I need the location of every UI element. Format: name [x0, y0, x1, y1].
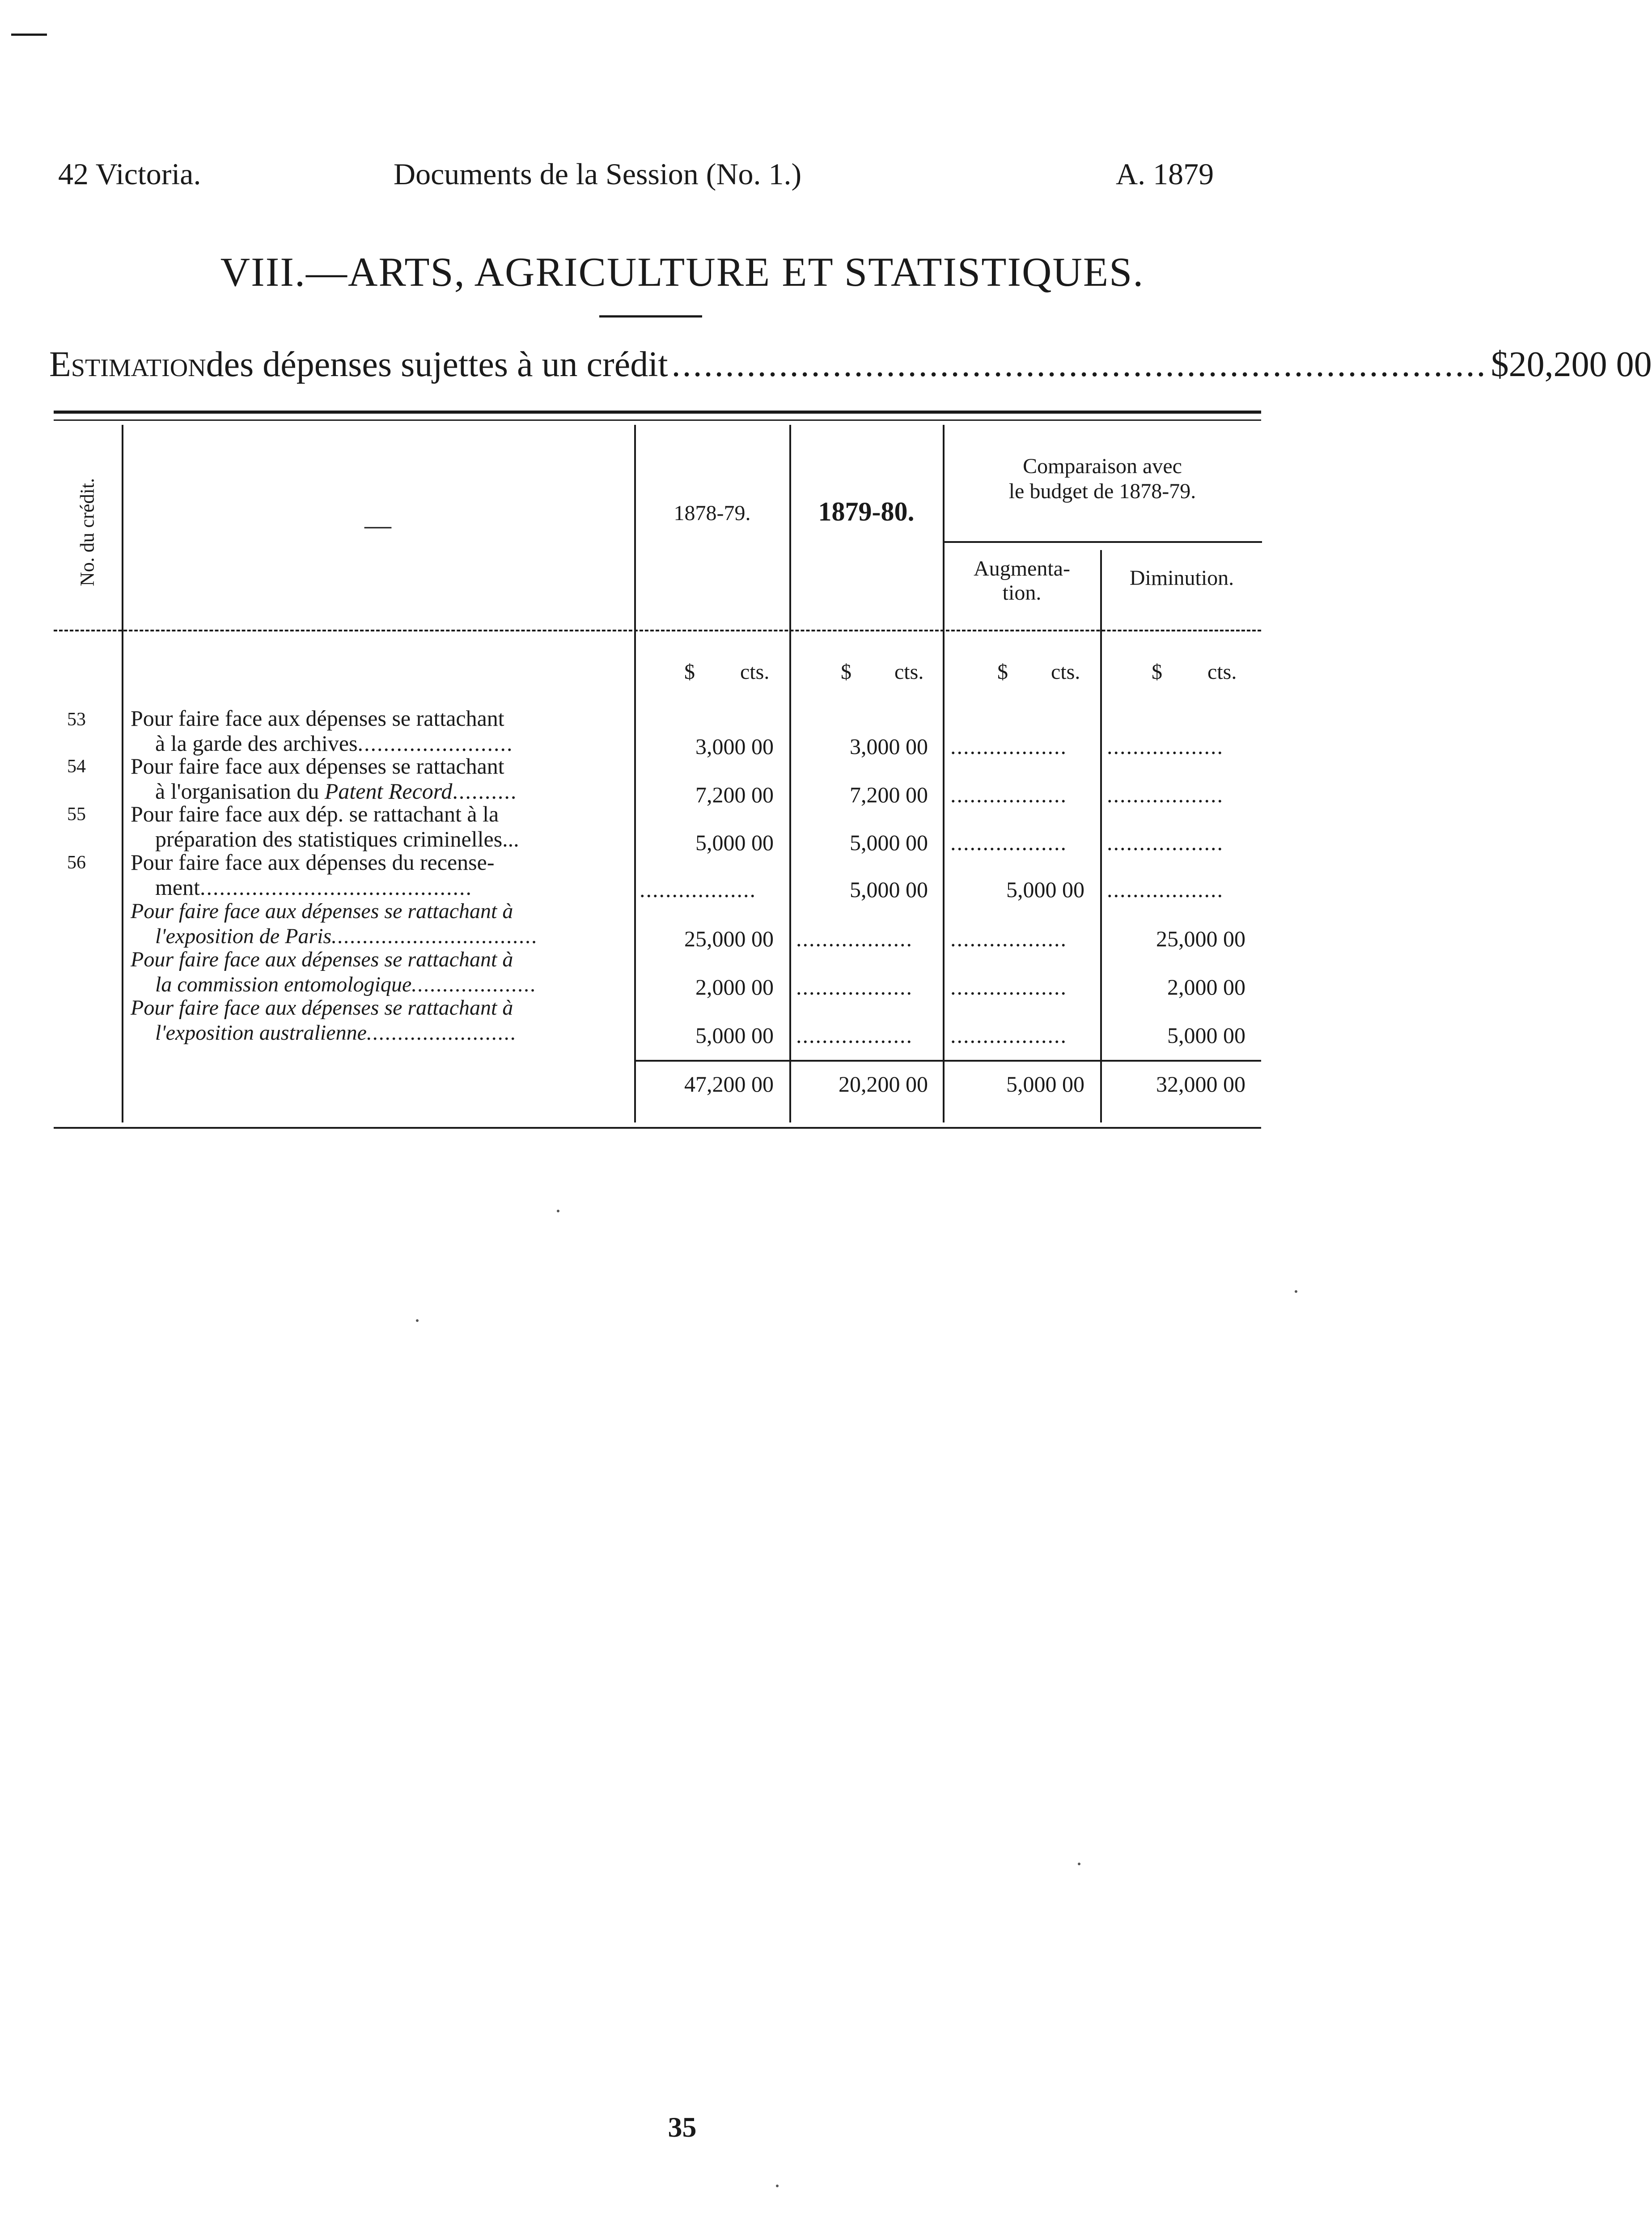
description-line-1: Pour faire face aux dépenses se rattachant à — [131, 996, 513, 1020]
header-augmentation-line1: Augmenta- — [974, 557, 1070, 580]
section-title: VIII.—ARTS, AGRICULTURE ET STATISTIQUES. — [220, 249, 1144, 295]
amount-1879: 5,000 00 — [850, 830, 928, 855]
description-line-2 — [131, 875, 629, 900]
col-divider-1879 — [943, 425, 945, 1122]
amount-1878: .................. — [640, 877, 756, 902]
header-comparison-line1: Comparaison avec — [1023, 454, 1182, 478]
item-number: 56 — [67, 852, 86, 873]
totals-top-rule — [635, 1060, 1261, 1062]
item-description — [131, 899, 629, 949]
diminution-value: .................. — [1107, 782, 1224, 807]
header-comparison-line2: le budget de 1878-79. — [1008, 479, 1196, 503]
amount-1879: .................. — [796, 926, 913, 951]
currency-symbol: $ — [841, 660, 851, 684]
col-divider-1878 — [789, 425, 791, 1122]
total-1878: 47,200 00 — [684, 1071, 774, 1097]
comparison-rule — [945, 541, 1262, 543]
diminution-value: 5,000 00 — [1167, 1023, 1245, 1048]
scan-speck — [416, 1319, 419, 1322]
estimate-leader-dots: ............................................................................ — [671, 345, 1487, 384]
header-no-credit-label: No. du crédit. — [76, 478, 98, 586]
diminution-value: 25,000 00 — [1156, 926, 1245, 951]
currency-symbol: $ — [684, 660, 695, 684]
description-line-1: Pour faire face aux dépenses se rattachant à — [131, 948, 513, 971]
item-number: 53 — [67, 709, 86, 730]
header-1879: 1879-80. — [818, 497, 915, 526]
leader-dots: .................... — [411, 973, 537, 996]
header-augmentation-line2: tion. — [1002, 581, 1042, 605]
total-1879: 20,200 00 — [839, 1071, 928, 1097]
page-number: 35 — [668, 2111, 697, 2143]
description-line-1: Pour faire face aux dépenses se rattachant à — [131, 899, 513, 923]
leader-dots: .......... — [452, 779, 517, 804]
running-head-right: A. 1879 — [1116, 157, 1214, 191]
leader-dots: ................................. — [331, 924, 538, 948]
amount-1878: 5,000 00 — [695, 1023, 774, 1048]
amount-1879: 3,000 00 — [850, 734, 928, 759]
amount-1879: .................. — [796, 974, 913, 999]
currency-symbol: $ — [1152, 660, 1162, 684]
augmentation-value: .................. — [950, 830, 1067, 855]
cents-label: cts. — [1207, 660, 1237, 684]
running-head-left: 42 Victoria. — [58, 157, 201, 191]
item-description — [131, 754, 629, 804]
augmentation-value: 5,000 00 — [1006, 877, 1084, 902]
diminution-value: .................. — [1107, 877, 1224, 902]
description-line-1: Pour faire face aux dép. se rattachant à la — [131, 801, 499, 826]
amount-1879: .................. — [796, 1023, 913, 1048]
description-text: l'exposition australienne — [155, 1021, 367, 1045]
table-bottom-rule — [54, 1127, 1261, 1129]
diminution-value: 2,000 00 — [1167, 974, 1245, 999]
description-line-2 — [131, 924, 629, 949]
estimate-line — [49, 344, 1652, 385]
amount-1879: 5,000 00 — [850, 877, 928, 902]
scan-speck — [1078, 1863, 1080, 1865]
augmentation-value: .................. — [950, 974, 1067, 999]
item-number: 54 — [67, 756, 86, 777]
description-line-2 — [131, 731, 629, 756]
description-text: à la garde des archives — [155, 731, 358, 756]
leader-dots: ........................ — [357, 731, 513, 756]
col-divider-augmentation — [1100, 550, 1102, 1122]
augmentation-value: .................. — [950, 734, 1067, 759]
description-line-1: Pour faire face aux dépenses se rattachant — [131, 706, 504, 731]
header-desc: — — [364, 510, 391, 540]
header-no-credit — [60, 447, 114, 617]
description-line-2: préparation des statistiques criminelles... — [155, 826, 519, 851]
description-line-2 — [131, 1021, 629, 1046]
item-number: 55 — [67, 804, 86, 825]
item-description — [131, 801, 629, 851]
scan-speck — [776, 2185, 779, 2187]
col-divider-desc — [634, 425, 636, 1122]
table-top-rule — [54, 411, 1261, 414]
amount-1878: 7,200 00 — [695, 782, 774, 807]
header-bottom-rule — [54, 630, 1261, 631]
header-comparison — [946, 454, 1259, 504]
table-top-rule-thin — [54, 419, 1261, 421]
description-line-1: Pour faire face aux dépenses du recense- — [131, 850, 495, 875]
description-italic: Patent Record — [324, 779, 453, 804]
diminution-value: .................. — [1107, 734, 1224, 759]
amount-1878: 3,000 00 — [695, 734, 774, 759]
cents-label: cts. — [1051, 660, 1080, 684]
running-head-center: Documents de la Session (No. 1.) — [394, 157, 802, 191]
scan-speck — [557, 1210, 559, 1212]
leader-dots: .......................................... — [199, 875, 472, 900]
cents-label: cts. — [740, 660, 770, 684]
scan-mark — [11, 34, 47, 36]
amount-1878: 2,000 00 — [695, 974, 774, 999]
estimate-amount: $20,200 00 — [1491, 345, 1652, 384]
cents-label: cts. — [894, 660, 924, 684]
item-description — [131, 850, 629, 900]
description-text: la commission entomologique — [155, 973, 412, 996]
title-rule — [599, 315, 702, 318]
description-text: à l'organisation du — [155, 779, 325, 804]
item-description — [131, 706, 629, 756]
total-augmentation: 5,000 00 — [1006, 1071, 1084, 1097]
augmentation-value: .................. — [950, 926, 1067, 951]
total-diminution: 32,000 00 — [1156, 1071, 1245, 1097]
currency-symbol: $ — [997, 660, 1008, 684]
amount-1878: 25,000 00 — [684, 926, 774, 951]
description-line-2 — [131, 972, 629, 997]
estimate-text: des dépenses sujettes à un crédit — [206, 345, 668, 384]
description-line-2 — [131, 779, 629, 804]
description-text: l'exposition de Paris — [155, 924, 332, 948]
leader-dots: ........................ — [366, 1021, 517, 1045]
scan-speck — [1295, 1290, 1297, 1293]
amount-1878: 5,000 00 — [695, 830, 774, 855]
description-line-1: Pour faire face aux dépenses se rattachant — [131, 754, 504, 779]
description-text: ment — [155, 875, 200, 900]
col-divider-no — [122, 425, 123, 1122]
augmentation-value: .................. — [950, 1023, 1067, 1048]
estimate-label: Estimation — [49, 345, 206, 384]
diminution-value: .................. — [1107, 830, 1224, 855]
header-augmentation — [946, 557, 1098, 605]
amount-1879: 7,200 00 — [850, 782, 928, 807]
header-1878: 1878-79. — [674, 501, 751, 525]
augmentation-value: .................. — [950, 782, 1067, 807]
header-diminution: Diminution. — [1129, 566, 1234, 590]
item-description — [131, 995, 629, 1046]
item-description — [131, 947, 629, 997]
